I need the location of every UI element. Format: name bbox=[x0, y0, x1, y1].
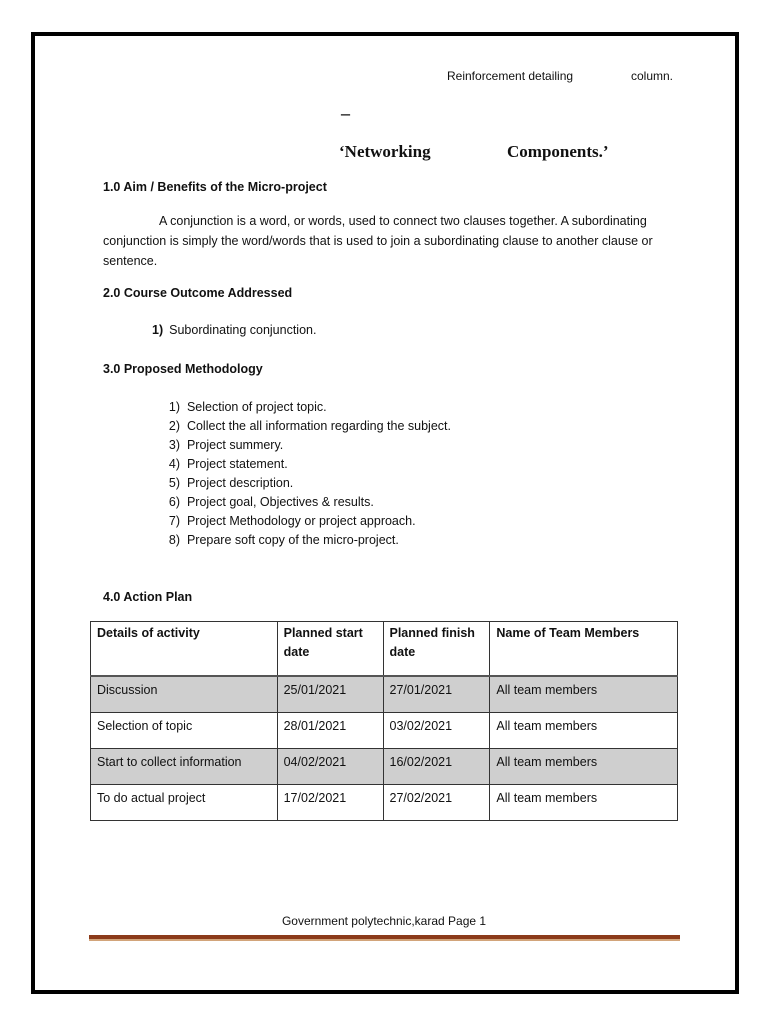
aim-paragraph bbox=[103, 211, 683, 271]
table-cell: 03/02/2021 bbox=[383, 713, 490, 749]
table-row bbox=[91, 749, 678, 785]
aim-paragraph-text: A conjunction is a word, or words, used to connect two clauses together. A subordinating conjunction is simply the word/words that is used to join a subordinating clause to another clause or sentence. bbox=[103, 214, 653, 268]
list-item: 3) Project summery. bbox=[168, 438, 284, 452]
column-header: Details of activity bbox=[91, 622, 278, 677]
table-cell: 25/01/2021 bbox=[277, 676, 383, 713]
section-heading-course-outcome: 2.0 Course Outcome Addressed bbox=[103, 286, 293, 300]
list-item: 7) Project Methodology or project approach. bbox=[168, 514, 416, 528]
header-text-left: Reinforcement detailing bbox=[447, 69, 574, 83]
table-cell: 28/01/2021 bbox=[277, 713, 383, 749]
table-cell: Selection of topic bbox=[91, 713, 278, 749]
header-text-right: column. bbox=[631, 69, 674, 83]
page-footer-text: Government polytechnic,karad Page 1 bbox=[281, 914, 487, 928]
table-cell: All team members bbox=[490, 749, 678, 785]
table-cell: All team members bbox=[490, 676, 678, 713]
footer-rule bbox=[89, 935, 680, 941]
column-header: Planned start date bbox=[277, 622, 383, 677]
table-cell: Discussion bbox=[91, 676, 278, 713]
section-heading-aim: 1.0 Aim / Benefits of the Micro-project bbox=[103, 180, 327, 194]
list-item: 5) Project description. bbox=[168, 476, 294, 490]
page-title-part-2: Components.’ bbox=[507, 142, 609, 161]
list-item: 4) Project statement. bbox=[168, 457, 288, 471]
table-cell: 27/02/2021 bbox=[383, 785, 490, 821]
table-cell: 04/02/2021 bbox=[277, 749, 383, 785]
table-cell: All team members bbox=[490, 713, 678, 749]
list-item: 6) Project goal, Objectives & results. bbox=[168, 495, 374, 509]
column-header: Planned finish date bbox=[383, 622, 490, 677]
course-outcome-text: Subordinating conjunction. bbox=[169, 323, 317, 337]
page-title-part-1: ‘Networking bbox=[339, 142, 431, 161]
table-row bbox=[91, 713, 678, 749]
list-item: 1) Selection of project topic. bbox=[168, 400, 327, 414]
table-header-row bbox=[91, 622, 678, 677]
methodology-list bbox=[152, 398, 451, 550]
course-outcome-item bbox=[152, 323, 316, 337]
section-heading-methodology: 3.0 Proposed Methodology bbox=[103, 362, 263, 376]
table-row bbox=[91, 676, 678, 713]
action-plan-table bbox=[90, 621, 678, 821]
table-cell: 16/02/2021 bbox=[383, 749, 490, 785]
course-outcome-number: 1) bbox=[152, 323, 164, 337]
list-item: 8) Prepare soft copy of the micro-project. bbox=[168, 533, 399, 547]
title-dash: – bbox=[341, 103, 350, 123]
table-cell: 27/01/2021 bbox=[383, 676, 490, 713]
section-heading-action-plan: 4.0 Action Plan bbox=[103, 590, 193, 604]
table-row bbox=[91, 785, 678, 821]
column-header: Name of Team Members bbox=[490, 622, 678, 677]
table-cell: To do actual project bbox=[91, 785, 278, 821]
list-item: 2) Collect the all information regarding the subject. bbox=[168, 419, 451, 433]
table-cell: All team members bbox=[490, 785, 678, 821]
table-cell: 17/02/2021 bbox=[277, 785, 383, 821]
table-cell: Start to collect information bbox=[91, 749, 278, 785]
